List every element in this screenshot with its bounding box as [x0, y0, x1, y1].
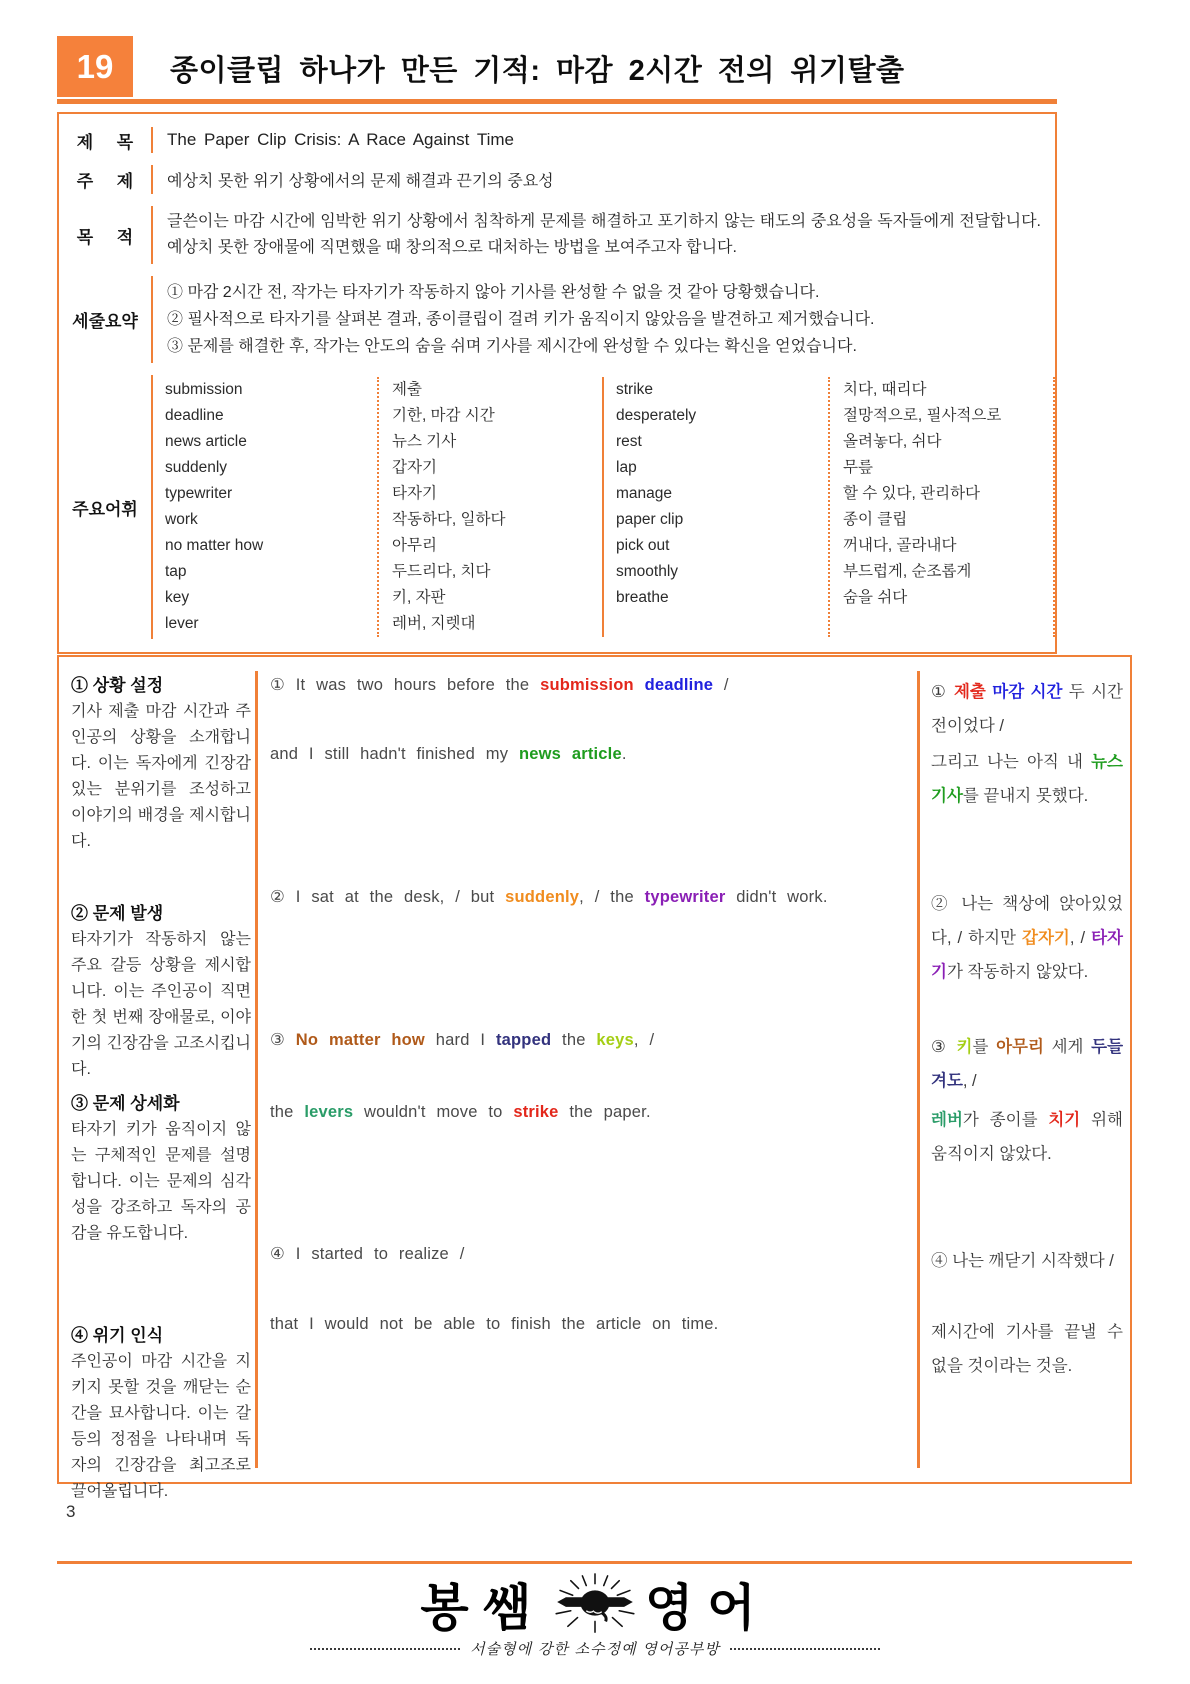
- info-theme-value: 예상치 못한 위기 상황에서의 문제 해결과 끈기의 중요성: [151, 165, 1055, 194]
- vocab-korean-meaning: 뉴스 기사: [392, 433, 457, 450]
- vocab-grid: [153, 377, 1055, 637]
- section-note: 타자기 키가 움직이지 않는 구체적인 문제를 설명합니다. 이는 문제의 심각성을 강조하고 독자의 공감을 유도합니다.: [71, 1121, 251, 1242]
- sentence-text: 그리고 나는 아직 내: [931, 753, 1092, 771]
- section-heading: ③ 문제 상세화: [71, 1094, 180, 1113]
- keyword-highlight: strike: [513, 1103, 559, 1121]
- vocab-pair-right: [602, 377, 1055, 637]
- summary-lines: [151, 276, 1055, 363]
- vocab-english-word: rest: [616, 433, 642, 450]
- english-sentence: [270, 1103, 895, 1122]
- vocab-korean-meaning: 치다, 때리다: [843, 381, 927, 398]
- vocab-korean-meaning: 절망적으로, 필사적으로: [843, 407, 1002, 424]
- summary-line: ② 필사적으로 타자기를 살펴본 결과, 종이클립이 걸려 키가 움직이지 않았음을 발견하고 제거했습니다.: [167, 311, 875, 328]
- sentence-text: hard I: [424, 1031, 496, 1049]
- keyword-highlight: 치기: [1048, 1111, 1081, 1129]
- vocab-korean-meaning: 기한, 마감 시간: [392, 407, 495, 424]
- info-row-title: [59, 121, 1055, 159]
- analysis-table: [57, 655, 1132, 1500]
- fist-pen-icon: [551, 1572, 639, 1636]
- vocab-english-word: key: [165, 589, 190, 606]
- english-sentence: [270, 1315, 895, 1334]
- section-note: 기사 제출 마감 시간과 주인공의 상황을 소개합니다. 이는 독자에게 긴장감 있는 분위기를 조성하고 이야기의 배경을 제시합니다.: [71, 703, 251, 850]
- korean-translation: [931, 1030, 1123, 1098]
- sentence-text: , /: [1069, 929, 1092, 947]
- sentence-text: , /: [633, 1031, 655, 1049]
- sentence-text: ① It was two hours before the: [270, 676, 541, 694]
- sentence-text: , / the: [579, 888, 645, 906]
- vocab-english-word: breathe: [616, 589, 669, 606]
- footer-brand: [0, 1568, 1190, 1640]
- english-sentence: [270, 1244, 895, 1264]
- vocab-english-word: strike: [616, 381, 654, 398]
- vocab-english-word: lever: [165, 615, 199, 632]
- info-label-summary: 세줄요약: [72, 312, 138, 331]
- english-sentence: [270, 887, 895, 907]
- keyword-highlight: news article: [518, 745, 622, 763]
- vocab-korean-column: [377, 377, 602, 637]
- keyword-highlight: typewriter: [644, 888, 726, 906]
- vocab-korean-meaning: 꺼내다, 골라내다: [843, 537, 957, 554]
- vocab-korean-meaning: 숨을 쉬다: [843, 589, 908, 606]
- page-number: 3: [66, 1502, 76, 1521]
- vocab-korean-meaning: 종이 클립: [843, 511, 908, 528]
- vocab-english-word: lap: [616, 459, 637, 476]
- brand-text-left: 봉쌤: [420, 1580, 545, 1636]
- info-table: [57, 112, 1057, 654]
- vocab-korean-meaning: 올려놓다, 쉬다: [843, 433, 942, 450]
- sentence-text: 세게: [1043, 1038, 1092, 1056]
- vocab-english-word: smoothly: [616, 563, 679, 580]
- sentence-text: 가 작동하지 않았다.: [946, 963, 1089, 981]
- keyword-highlight: 키: [956, 1038, 973, 1056]
- info-title-value: The Paper Clip Crisis: A Race Against Time: [151, 127, 1055, 153]
- tagline-dots-right: [730, 1648, 880, 1650]
- sentence-text: .: [621, 745, 627, 763]
- section-heading: ④ 위기 인식: [71, 1326, 164, 1345]
- vocab-korean-meaning: 키, 자판: [392, 589, 446, 606]
- unit-number-badge: 19: [57, 36, 133, 97]
- korean-translation: [931, 675, 1123, 743]
- info-row-vocab: [59, 369, 1055, 645]
- vocab-korean-meaning: 할 수 있다, 관리하다: [843, 485, 981, 502]
- keyword-highlight: deadline: [644, 676, 714, 694]
- keyword-highlight: levers: [304, 1103, 354, 1121]
- keyword-highlight: No matter how: [295, 1031, 425, 1049]
- vocab-table: [151, 375, 1055, 639]
- info-row-theme: [59, 159, 1055, 200]
- analysis-note-block: [71, 1091, 251, 1247]
- sentence-text: 를 끝내지 못했다.: [962, 787, 1089, 805]
- vocab-korean-column: [828, 377, 1053, 637]
- page-title: 종이클립 하나가 만든 기적: 마감 2시간 전의 위기탈출: [170, 55, 905, 87]
- vocab-english-word: typewriter: [165, 485, 233, 502]
- analysis-note-block: [71, 901, 251, 1083]
- vocab-korean-meaning: 아무리: [392, 537, 437, 554]
- info-label-purpose: 목 적: [76, 227, 134, 247]
- sentence-text: , /: [962, 1072, 977, 1090]
- vocab-english-word: submission: [165, 381, 243, 398]
- korean-translation: [931, 1244, 1123, 1278]
- vocab-korean-meaning: 레버, 지렛대: [392, 615, 476, 632]
- vocab-korean-meaning: 무릎: [843, 459, 873, 476]
- keyword-highlight: 아무리: [996, 1038, 1044, 1056]
- sentence-text: and I still hadn't finished my: [270, 745, 519, 763]
- summary-line: ③ 문제를 해결한 후, 작가는 안도의 숨을 쉬며 기사를 제시간에 완성할 수 있다는 확신을 얻었습니다.: [167, 338, 857, 355]
- keyword-highlight: 레버: [931, 1111, 963, 1129]
- vocab-korean-meaning: 타자기: [392, 485, 437, 502]
- sentence-text: ④ 나는 깨닫기 시작했다 /: [931, 1252, 1114, 1270]
- korean-translation: [931, 745, 1123, 813]
- vocab-korean-meaning: 작동하다, 일하다: [392, 511, 506, 528]
- keyword-highlight: 제출: [953, 683, 986, 701]
- vocab-english-word: manage: [616, 485, 673, 502]
- summary-line: ① 마감 2시간 전, 작가는 타자기가 작동하지 않아 기사를 완성할 수 없을 것 같아 당황했습니다.: [167, 284, 820, 301]
- analysis-notes-column: [71, 673, 251, 1505]
- sentence-text: ③: [270, 1031, 296, 1049]
- column-divider-left: [255, 671, 258, 1468]
- info-label-theme: 주 제: [76, 172, 134, 191]
- keyword-highlight: 갑자기: [1022, 929, 1070, 947]
- title-underline: [57, 99, 1057, 104]
- keyword-highlight: 마감 시간: [992, 683, 1063, 701]
- keyword-highlight: 타자기: [931, 929, 1123, 981]
- vocab-english-word: deadline: [165, 407, 224, 424]
- analysis-note-block: [71, 673, 251, 855]
- section-heading: ② 문제 발생: [71, 904, 164, 923]
- vocab-english-word: paper clip: [616, 511, 684, 528]
- korean-translation: [931, 887, 1123, 989]
- sentence-text: /: [713, 676, 729, 694]
- sentence-text: ④ I started to realize /: [270, 1245, 465, 1263]
- vocab-english-word: tap: [165, 563, 187, 580]
- english-sentence: [270, 675, 895, 695]
- sentence-text: 가 종이를: [962, 1111, 1049, 1129]
- info-purpose-value: 글쓴이는 마감 시간에 임박한 위기 상황에서 침착하게 문제를 해결하고 포기하지 않는 태도의 중요성을 독자들에게 전달합니다. 예상치 못한 장애물에 직면했을 때 창의적으로 대처하는 방법을 보여주고자 합니다.: [151, 206, 1055, 264]
- keyword-highlight: submission: [540, 676, 634, 694]
- sentence-text: 제시간에 기사를 끝낼 수 없을 것이라는 것을.: [931, 1323, 1123, 1375]
- sentence-text: the paper.: [558, 1103, 651, 1121]
- sentence-text: wouldn't move to: [353, 1103, 514, 1121]
- info-row-purpose: [59, 200, 1055, 270]
- info-label-title: 제 목: [76, 132, 134, 152]
- vocab-pair-left: [153, 377, 602, 637]
- footer-rule: [57, 1561, 1132, 1564]
- vocab-korean-meaning: 부드럽게, 순조롭게: [843, 563, 972, 580]
- sentence-text: didn't work.: [725, 888, 828, 906]
- keyword-highlight: keys: [596, 1031, 634, 1049]
- sentence-text: the: [270, 1103, 305, 1121]
- sentence-text: ② 나는 책상에 앉아있었다, / 하지만: [931, 895, 1123, 947]
- section-note: 주인공이 마감 시간을 지키지 못할 것을 깨닫는 순간을 묘사합니다. 이는 갈등의 정점을 나타내며 독자의 긴장감을 최고조로 끌어올립니다.: [71, 1353, 251, 1500]
- sentence-text: that I would not be able to finish the article on time.: [270, 1315, 719, 1333]
- keyword-highlight: suddenly: [505, 888, 580, 906]
- vocab-english-word: news article: [165, 433, 247, 450]
- keyword-highlight: tapped: [495, 1031, 552, 1049]
- sentence-text: 를: [972, 1038, 997, 1056]
- info-label-vocab: 주요어휘: [72, 499, 138, 519]
- sentence-text: 위해 움직이지 않았다.: [931, 1111, 1123, 1163]
- info-row-summary: [59, 270, 1055, 369]
- sentence-text: [634, 676, 645, 694]
- keyword-highlight: 뉴스 기사: [931, 753, 1123, 805]
- footer-tagline: 서술형에 강한 소수정예 영어공부방: [470, 1640, 720, 1658]
- footer-tagline-row: [0, 1638, 1190, 1659]
- vocab-english-word: suddenly: [165, 459, 228, 476]
- section-heading: ① 상황 설정: [71, 676, 164, 695]
- analysis-note-block: [71, 1323, 251, 1505]
- keyword-highlight: 두들겨도: [931, 1038, 1124, 1090]
- vocab-english-word: no matter how: [165, 537, 264, 554]
- vocab-english-word: pick out: [616, 537, 670, 554]
- tagline-dots-left: [310, 1648, 460, 1650]
- korean-translation: [931, 1315, 1123, 1383]
- sentence-text: the: [551, 1031, 597, 1049]
- sentence-text: ② I sat at the desk, / but: [270, 888, 506, 906]
- vocab-korean-meaning: 제출: [392, 381, 422, 398]
- vocab-english-word: desperately: [616, 407, 697, 424]
- vocab-english-column: [604, 377, 828, 637]
- vocab-english-column: [153, 377, 377, 637]
- korean-translation: [931, 1103, 1123, 1171]
- brand-text-right: 영어: [645, 1580, 770, 1636]
- english-sentence: [270, 745, 895, 764]
- sentence-text: ③: [931, 1038, 957, 1056]
- column-divider-right: [917, 671, 920, 1468]
- vocab-korean-meaning: 두드리다, 치다: [392, 563, 491, 580]
- english-sentence: [270, 1030, 895, 1050]
- sentence-text: 두 시간 전이었다 /: [931, 683, 1123, 735]
- sentence-text: ①: [931, 683, 954, 701]
- vocab-korean-meaning: 갑자기: [392, 459, 437, 476]
- section-note: 타자기가 작동하지 않는 주요 갈등 상황을 제시합니다. 이는 주인공이 직면한 첫 번째 장애물로, 이야기의 긴장감을 고조시킵니다.: [71, 931, 251, 1078]
- vocab-english-word: work: [165, 511, 198, 528]
